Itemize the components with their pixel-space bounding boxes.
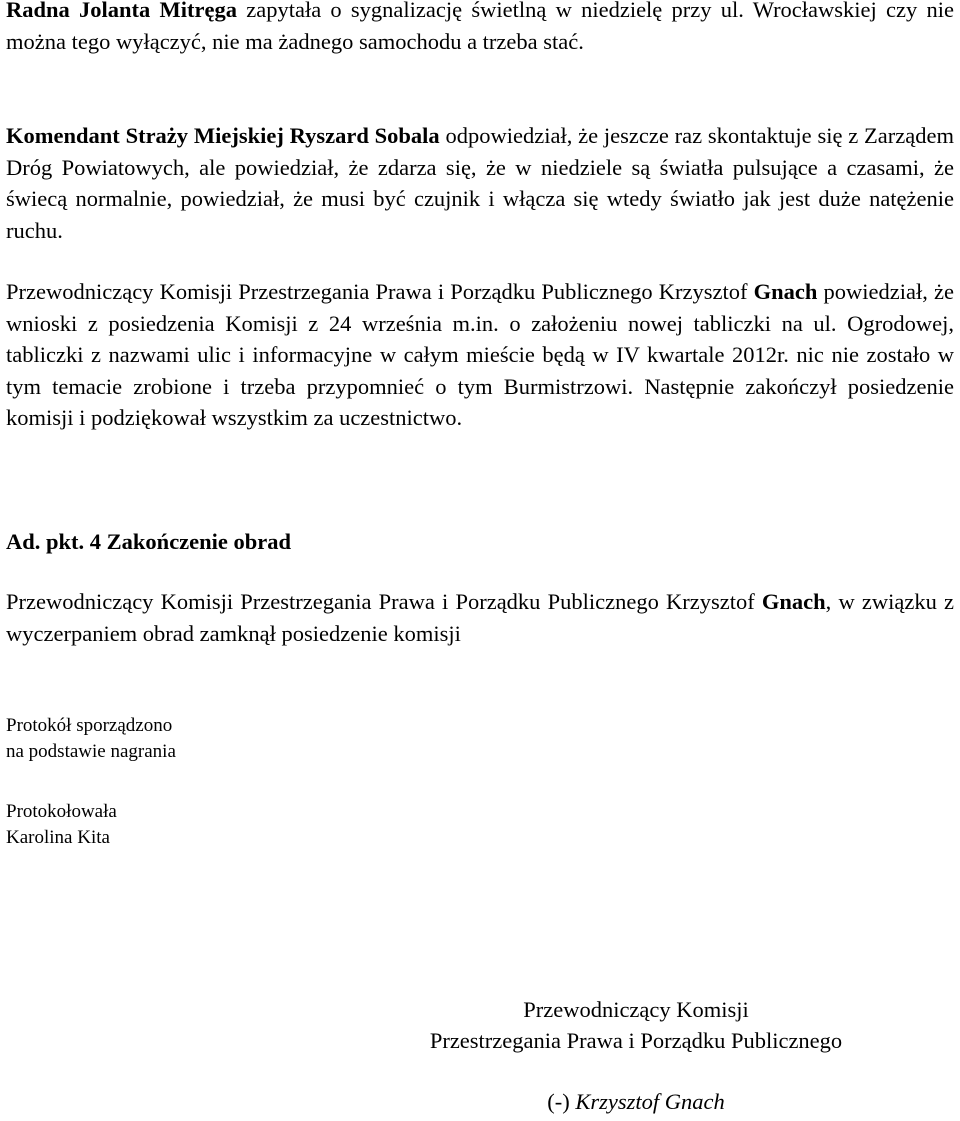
paragraph-komendant-answer — [6, 120, 954, 246]
paragraph-text: , w związku z wyczerpaniem obrad zamknął posiedzenie komisji — [6, 589, 954, 646]
recorder-name: Karolina Kita — [6, 827, 110, 848]
protocol-line-2: na podstawie nagrania — [6, 741, 176, 762]
paragraph-text: zapytała o sygnalizację świetlną w niedzielę przy ul. Wrocławskiej czy nie można tego wyłączyć, nie ma żadnego samochodu a trzeba stać. — [6, 0, 954, 54]
signature-name: Krzysztof Gnach — [575, 1089, 725, 1114]
section-heading: Ad. pkt. 4 Zakończenie obrad — [6, 529, 292, 554]
recorder-block — [6, 799, 117, 851]
signature-title-line-1: Przewodniczący Komisji — [523, 997, 749, 1022]
speaker-name: Komendant Straży Miejskiej Ryszard Sobala — [6, 123, 440, 148]
paragraph-closing — [6, 586, 954, 649]
speaker-title: Przewodniczący Komisji Przestrzegania Prawa i Porządku Publicznego Krzysztof — [6, 589, 762, 614]
signature-block — [376, 994, 896, 1117]
protocol-note — [6, 713, 176, 765]
signature-line — [376, 1086, 896, 1117]
signature-prefix: (-) — [547, 1089, 576, 1114]
speaker-name: Radna Jolanta Mitręga — [6, 0, 237, 22]
paragraph-text: powiedział, że wnioski z posiedzenia Komisji z 24 września m.in. o założeniu nowej tabliczki na ul. Ogrodowej, tabliczki z nazwami ulic i informacyjne w całym mieście będą w IV kwartale 2012r. nic nie zostało w tym temacie zrobione i trzeba przypomnieć o tym Burmistrzowi. Następnie zakończył posiedzenie komisji i podziękował wszystkim za uczestnictwo. — [6, 279, 954, 430]
protocol-line-1: Protokół sporządzono — [6, 715, 173, 736]
paragraph-text: odpowiedział, że jeszcze raz skontaktuje się z Zarządem Dróg Powiatowych, ale powiedział, że zdarza się, że w niedziele są światła pulsujące a czasami, że świecą normalnie, powiedział, że musi być czujnik i włącza się wtedy światło jak jest duże natężenie ruchu. — [6, 123, 954, 243]
paragraph-przewodniczacy-wnioski — [6, 276, 954, 434]
speaker-title: Przewodniczący Komisji Przestrzegania Prawa i Porządku Publicznego Krzysztof — [6, 279, 754, 304]
recorder-title: Protokołowała — [6, 801, 117, 822]
signature-title-line-2: Przestrzegania Prawa i Porządku Publicznego — [429, 1028, 843, 1053]
speaker-name: Gnach — [761, 589, 826, 614]
paragraph-radna-question — [6, 0, 954, 57]
speaker-name: Gnach — [753, 279, 818, 304]
